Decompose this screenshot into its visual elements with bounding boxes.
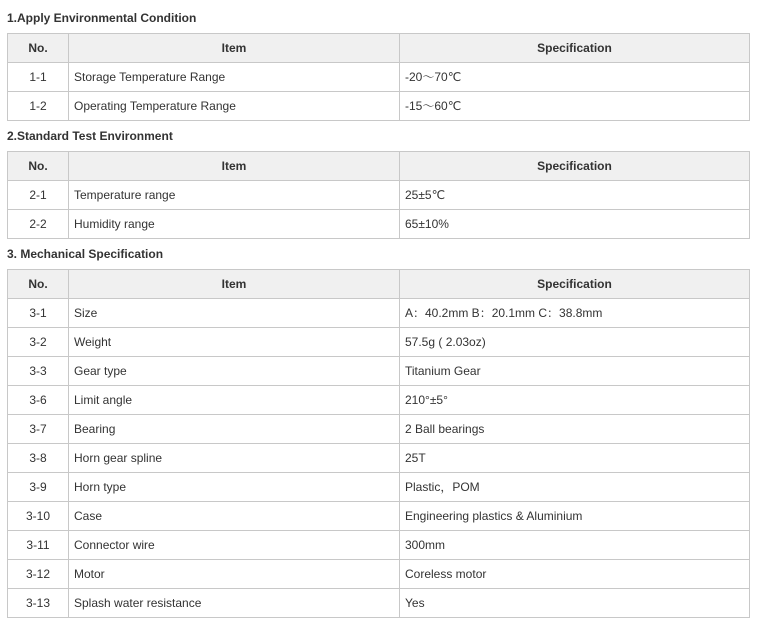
header-specification: Specification: [400, 270, 750, 299]
row-item: Motor: [69, 560, 400, 589]
header-no: No.: [8, 34, 69, 63]
row-no: 3-8: [8, 444, 69, 473]
row-no: 3-1: [8, 299, 69, 328]
table-row: [8, 502, 750, 531]
row-item: Case: [69, 502, 400, 531]
header-item: Item: [69, 152, 400, 181]
header-item: Item: [69, 270, 400, 299]
row-item: Temperature range: [69, 181, 400, 210]
row-item: Humidity range: [69, 210, 400, 239]
section-title-environmental: 1.Apply Environmental Condition: [7, 11, 197, 25]
row-spec: 25±5℃: [400, 181, 750, 210]
row-no: 3-12: [8, 560, 69, 589]
row-item: Weight: [69, 328, 400, 357]
row-spec: Plastic，POM: [400, 473, 750, 502]
header-no: No.: [8, 270, 69, 299]
row-no: 3-10: [8, 502, 69, 531]
row-spec: -15～60℃: [400, 92, 750, 121]
row-spec: 65±10%: [400, 210, 750, 239]
table-row: [8, 473, 750, 502]
section-title-mechanical: 3. Mechanical Specification: [7, 247, 164, 261]
row-item: Bearing: [69, 415, 400, 444]
table-row: [8, 444, 750, 473]
header-no: No.: [8, 152, 69, 181]
row-item: Connector wire: [69, 531, 400, 560]
row-no: 3-3: [8, 357, 69, 386]
table-row: [8, 531, 750, 560]
header-item: Item: [69, 34, 400, 63]
row-no: 3-11: [8, 531, 69, 560]
row-spec: Titanium Gear: [400, 357, 750, 386]
row-spec: 25T: [400, 444, 750, 473]
row-no: 3-6: [8, 386, 69, 415]
row-no: 2-1: [8, 181, 69, 210]
table-row: [8, 328, 750, 357]
row-item: Horn gear spline: [69, 444, 400, 473]
row-no: 3-7: [8, 415, 69, 444]
row-spec: 300mm: [400, 531, 750, 560]
row-no: 3-9: [8, 473, 69, 502]
row-item: Gear type: [69, 357, 400, 386]
row-no: 3-2: [8, 328, 69, 357]
row-item: Size: [69, 299, 400, 328]
table-header-row: [8, 34, 750, 63]
row-no: 1-1: [8, 63, 69, 92]
table-row: [8, 92, 750, 121]
header-specification: Specification: [400, 34, 750, 63]
table-row: [8, 357, 750, 386]
table-row: [8, 560, 750, 589]
table-row: [8, 589, 750, 618]
environmental-condition-table: [7, 33, 750, 121]
row-no: 2-2: [8, 210, 69, 239]
row-item: Storage Temperature Range: [69, 63, 400, 92]
table-row: [8, 299, 750, 328]
row-spec: Coreless motor: [400, 560, 750, 589]
row-no: 1-2: [8, 92, 69, 121]
table-row: [8, 415, 750, 444]
mechanical-specification-table: [7, 269, 750, 618]
test-environment-table: [7, 151, 750, 239]
row-spec: 57.5g ( 2.03oz): [400, 328, 750, 357]
row-spec: Yes: [400, 589, 750, 618]
section-title-test-environment: 2.Standard Test Environment: [7, 129, 173, 143]
table-row: [8, 63, 750, 92]
row-item: Limit angle: [69, 386, 400, 415]
table-header-row: [8, 270, 750, 299]
row-spec: A：40.2mm B：20.1mm C：38.8mm: [400, 299, 750, 328]
row-item: Splash water resistance: [69, 589, 400, 618]
row-spec: 2 Ball bearings: [400, 415, 750, 444]
table-row: [8, 210, 750, 239]
header-specification: Specification: [400, 152, 750, 181]
row-spec: -20～70℃: [400, 63, 750, 92]
row-item: Operating Temperature Range: [69, 92, 400, 121]
row-spec: 210°±5°: [400, 386, 750, 415]
row-item: Horn type: [69, 473, 400, 502]
table-row: [8, 181, 750, 210]
row-no: 3-13: [8, 589, 69, 618]
row-spec: Engineering plastics & Aluminium: [400, 502, 750, 531]
table-header-row: [8, 152, 750, 181]
table-row: [8, 386, 750, 415]
